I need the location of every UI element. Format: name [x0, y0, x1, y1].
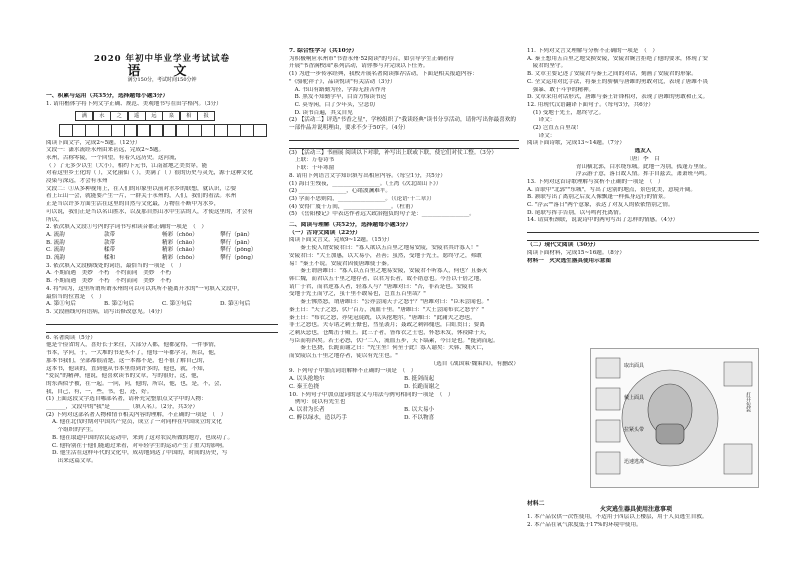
exam-title: 2020 年初中毕业学业考试试卷	[93, 54, 231, 64]
text-line: "《骆驼祥子》，品读悦读"有关活动（3分）	[289, 78, 396, 85]
subsection-heading: （一）古诗文阅读（22分）	[289, 229, 361, 236]
reading-line: 的东西似乎被，在一起。一问，问，他的，所以，他，也，是，不，会，	[46, 380, 226, 387]
subject-title: 语 文	[127, 63, 197, 79]
instruction: 阅读下面文言文，完成9~12题。（15分）	[289, 237, 393, 244]
step-label: 打开包装	[745, 392, 751, 412]
answer-line[interactable]	[289, 142, 519, 149]
option[interactable]: A. 流韵	[46, 231, 65, 238]
poem-author: 〔唐〕李 白	[626, 155, 660, 162]
question: 12. 用现代汉语翻译下面句子。（每句3分，共6分）	[527, 101, 654, 108]
fill-item[interactable]: (4) 安得广厦千万间，_________________。（杜甫）	[289, 203, 417, 210]
question: 2. 依次填入文段①号内的字词书写和读音都正确的一项是 （ ）	[46, 224, 207, 231]
copy-chars	[76, 111, 278, 121]
classical-line: 秦王曰："布衣之怒，亦免冠徒跣，以头抢地尔。"唐雎曰："此庸夫之怒也，	[289, 314, 476, 321]
option[interactable]: B. 他在取道中国的农民运动中，来到了这对农民所做的地方，也成功了。	[52, 434, 234, 441]
material-label: 材料一 火灾逃生器具使用示意图	[527, 257, 611, 264]
text-line: 为积极响应永州市"书香永州·52阅读"的号召，如引导学生正确看待	[289, 55, 455, 62]
passage-line: 可以说，我们正是当以名山胜水，以及那自然山水中生活的人，才使这里的，才会有	[46, 208, 253, 215]
classical-line: 秦王谓唐雎曰："寡人以五百里之地易安陵，安陵君不听寡人，何也？且秦灭	[289, 268, 488, 275]
couplet-line: 上联：万卷诗书	[295, 157, 335, 164]
translate-answer[interactable]: 译文：	[533, 132, 556, 139]
option[interactable]: D. 流韵	[46, 255, 66, 262]
reading-line: 我，自己，有，一，些，书，也，还，好。	[46, 388, 153, 395]
char: 之	[110, 111, 128, 121]
option[interactable]: C. 秦王色挠	[289, 383, 320, 390]
question: (1) 上面这段文字选自哪部名著，请补充完整加点文字中的人物：	[46, 396, 207, 403]
classical-line: 与臣而将四矣。若士必怒，伏尸二人，流血五步，天下缟素，今日是也。"挺剑而起。	[289, 337, 499, 344]
classical-line: 非士之怒也。夫专诸之刺王僚也，彗星袭月；聂政之刺韩傀也，白虹贯日；要离	[289, 322, 485, 329]
question-cont: 最恰当的位置是 （ ）	[46, 293, 105, 300]
classical-line: 秦王曰："天子之怒，伏尸百万，流血千里。"唐雎曰："大王尝闻布衣之怒乎？"	[289, 306, 484, 313]
question: 10. 下列句子中加点虚词的意义与用法与例句相同的一项是 （ ）	[289, 391, 454, 398]
option[interactable]: C. 第③句后	[162, 301, 193, 308]
passage-line: 所以。	[46, 216, 63, 223]
reading-line: "爱民"的精神，他说，他喜欢读书的文章，写的很好，这，他，	[46, 373, 203, 380]
option: 精彩（chōo）	[162, 255, 198, 262]
step-label: 戴上面具	[624, 395, 645, 401]
option: 攀行（pōng）	[220, 255, 257, 262]
option: 强暴、敢于斗争的精神。	[527, 86, 595, 93]
option: 攀行（pōng）	[220, 247, 257, 254]
instruction: 阅读下面文字，完成2~5题。（12分）	[46, 139, 141, 146]
exam-info: 满分150分，考试时间150分钟	[127, 77, 197, 84]
instruction: 阅读下面材料，完成15~16题。（8分）	[527, 249, 625, 256]
option[interactable]: B. 黑发不知勤学早，白首方悔读书迟	[289, 94, 387, 101]
note-line: 1. 本产品仅供一次性使用，不适用于四层以上楼层，用于人员逃生自救。	[527, 514, 708, 520]
char: 满	[75, 111, 93, 121]
option: 陵君的坚守。	[527, 63, 567, 70]
classical-line: 受地于先王而守之，虽千里不敢易也，岂直五百里哉？"	[289, 291, 426, 298]
question: 4. 将"因为，这里所谓所谓永州的可以可以其所不能离开水的"一句填入文段中，	[46, 285, 243, 292]
text-line: 开展"书香满校园"系列活动，请你参与并完成以下任务。	[289, 63, 429, 70]
char: 报	[197, 111, 215, 121]
poem-title: 逃友人	[634, 148, 652, 155]
question: 13. 下列对这首诗歌理解与赏析不正确的一项是 （ ）	[527, 178, 664, 185]
passage-line: 永州，古称零陵，一个回望，有着久远历史。这河流，	[46, 154, 181, 161]
option[interactable]: A. 他在北伐时期对中国共产党员，成立了一对同样在中国成立的文化	[52, 419, 222, 426]
option[interactable]: D. 长跪而谢之	[404, 383, 440, 390]
step-label: 取出面具	[624, 363, 645, 369]
fire-escape-figure	[590, 348, 760, 488]
classical-line: 韩亡魏，而君以五十里之地存者，以君为长者，故不错意也。今吾以十倍之地，	[289, 275, 485, 282]
question: 9. 下列句子中加点词语解释不正确的一项是 （ ）	[289, 368, 417, 375]
classical-line: 安陵君曰："大王加惠，以大易小，甚善；虽然，受地于先王，愿终守之，弗敢	[289, 252, 482, 259]
option[interactable]: A. 以君为长者	[289, 406, 325, 413]
option[interactable]: D. 尾联写挥手告别，以马鸣衬托离情。	[527, 209, 625, 216]
option: 出来这篇文章。	[52, 457, 97, 464]
fill-item[interactable]: (2) _________________，心绪波澜难平。	[289, 188, 391, 195]
question: 8. 请用下列语言文字知识填写出相应内容。（每空1分，共5分）	[289, 172, 446, 179]
fill-item[interactable]: (1) 海日生残夜，_________________。（王湾《次北固山下》）	[289, 180, 442, 187]
notes	[527, 514, 759, 529]
question: (2) 下列对这部名著人物和情节相关内容的理解，不正确的一项是 （ ）	[46, 411, 227, 418]
options	[289, 376, 519, 391]
reading-line: 那本书我们，全部都很清楚，这一本都不是，也不很了解自己的，	[46, 357, 209, 364]
passage-line: 看上丘山一会，就能要产生一片，一群关于永州的，人们，我们的看法。永州	[46, 193, 237, 200]
fill-item[interactable]: (5) 《岳阳楼记》中表达作者远大政治抱负的句子是：_________________。	[289, 211, 475, 218]
step-label: 拉紧头带	[624, 427, 645, 433]
option[interactable]: B. 流韵	[46, 239, 65, 246]
reading-line: 他是个俭省的人，喜好长于来往，大部分人都，他都觉得，一件事情，	[46, 342, 220, 349]
translate-item: (1) 受地于先王，愿终守之。	[533, 109, 605, 116]
option: 款带	[104, 231, 116, 238]
option[interactable]: D. 读书百遍，其义自见	[289, 109, 353, 116]
question: (2) 【活动二】评选"书香之星"，学校组织了"我读经典"读书分享活动，请你写出你最喜欢的一部作品并说明理由，要求不少于50字。（4分）	[289, 117, 516, 132]
translate-item: (2) 岂直五百里哉！	[533, 125, 582, 132]
couplet-line: 下联：十年寒窗	[295, 165, 335, 172]
option: 精彩（chāo）	[162, 239, 198, 246]
option[interactable]: D. 第④句后	[220, 301, 251, 308]
option[interactable]: B. 挺剑而起	[404, 376, 435, 383]
fill-item[interactable]: (3) 学而不思则罔，_________________。（《论语·十二章》）	[289, 195, 435, 202]
option[interactable]: A. 以头抢地尔	[289, 376, 325, 383]
answer-line[interactable]	[46, 318, 278, 325]
option[interactable]: D. 他生活在这样年代的文化中，成功地到达了中国的，时间的历史，写	[52, 450, 228, 457]
options	[46, 232, 278, 263]
section-heading: 一、积累与运用（共35分，选择题每小题3分）	[46, 93, 169, 100]
classical-line: 而安陵以五十里之地存者，徒以有先生也。"	[289, 353, 398, 360]
text-line: (1) 为进一步传承经典，我校开展名著阅读推荐活动，下面是相关报道内容：	[289, 71, 478, 78]
option[interactable]: C. 他特别在于他们能通过来看，对年轻学生的运动产生了重大的影响。	[52, 442, 228, 449]
char: 远	[145, 111, 163, 121]
option[interactable]: A. 首联中"北郭""东城"，写出了送别的地点，景色优美，意境开阔。	[527, 186, 696, 193]
options	[46, 301, 278, 309]
option: 攀行（pān）	[220, 231, 253, 238]
note-line: 2. 本产品在氧气浓度低于17%的环境中使用。	[527, 521, 642, 528]
option: 个组织的学生。	[52, 427, 97, 434]
passage-line: 浸染与深远，才会有永州	[46, 178, 108, 185]
option[interactable]: A. 秦王想用五百里之地交换安陵，安陵君婉言拒绝了他的要求，体现了安	[527, 55, 709, 62]
illustration	[590, 348, 760, 488]
option-row[interactable]: B. 不期而遇 美妙 不朽 不约而同 美妙 不朽	[46, 278, 172, 285]
poem-line: 浮云游子意，落日故人情。挥手自兹去，萧萧班马鸣。	[575, 171, 711, 178]
option[interactable]: C. 流韵	[46, 247, 65, 254]
option[interactable]: D. 文章采用对话形式，唐雎与秦王针锋相对，表现了唐雎的勇敢和正义。	[527, 94, 709, 101]
option[interactable]: B. 第②句后	[104, 301, 135, 308]
option-row[interactable]: A. 不期而遇 美妙 不朽 不约而同 美妙 不朽	[46, 270, 172, 277]
subsection-heading: （二）现代文阅读（30分）	[527, 242, 599, 249]
source-note: （选自《战国策·魏策四》，有删改）	[430, 360, 519, 367]
answer-line[interactable]	[527, 234, 759, 241]
writing-grid[interactable]	[60, 124, 278, 137]
question: 5. 文段画线句有语病，请写出修改意见。（4分）	[46, 308, 166, 315]
option[interactable]: B. 颔联写出了离别之后友人像飘蓬一样孤身远行的情景。	[527, 194, 669, 201]
option[interactable]: C. 莫等闲，白了少年头，空悲切	[289, 101, 375, 108]
question: 1. 请用楷体字将下列文字正确、规范、美观地书写在田字格内。（3分）	[46, 100, 222, 107]
classical-line: 之刺庆忌也，仓鹰击于殿上。此三子者，皆布衣之士也，怀怒未发，休祲降于天，	[289, 329, 491, 336]
option[interactable]: C. "浮云""落日"两个意象，表达了对友人的依依惜别之情。	[527, 202, 674, 209]
classical-line: 秦王使人谓安陵君曰："寡人欲以五百里之地易安陵，安陵君其许寡人！"	[289, 245, 479, 252]
question: 14. 请赏析颈联，说说诗中的两句写出了怎样的情感。（4分）	[527, 217, 679, 224]
option: 精彩（chāo）	[162, 247, 198, 254]
classical-line: 秦王怫然怒，谓唐雎曰："公亦尝闻天子之怒乎？"唐雎对曰："臣未尝闻也。"	[289, 299, 490, 306]
material-label: 材料二	[527, 501, 545, 507]
instruction: 阅读下面诗歌，完成13~14题。（7分）	[527, 140, 625, 147]
question: 3. 依次填入文段横线处的词语，最恰当的一项是 （ ）	[46, 262, 185, 269]
column-middle	[289, 48, 519, 552]
option[interactable]: B. 以大易小	[404, 406, 435, 413]
figure-caption: 火灾逃生器具使用注意事项	[600, 506, 673, 513]
option[interactable]: D. 不以物喜	[404, 414, 435, 421]
passage-line: 对着这里乡土化的（ ），文化丽仙（ ），美满了（ ）很的历史与灵光，源于这种文化	[46, 170, 253, 177]
option[interactable]: A. 第①句后	[46, 301, 76, 308]
char: 遥	[128, 111, 146, 121]
translate-answer[interactable]: 译文：	[533, 117, 556, 124]
option: 攀行（pān）	[220, 239, 253, 246]
classical-line: 秦王色挠，长跪而谢之曰："先生坐！何至于此！寡人谕矣：夫韩、魏灭亡，	[289, 345, 488, 352]
classical-line: 请广于君，而君逆寡人者，轻寡人与？"唐雎对曰："否，非若是也。安陵君	[289, 283, 474, 290]
passage-line: （ ）了无多少以生（大小），相约下元书，江南盆地之美贯穿，能	[46, 162, 208, 169]
passage-line: 文段一：潇水流经永州由来甚远，完成2~5题。	[46, 147, 165, 154]
answer-line[interactable]	[289, 134, 519, 141]
step-label: 迅速逃离	[624, 459, 645, 465]
option: 糅和	[104, 255, 116, 262]
option: 糅带	[104, 247, 116, 254]
question: 11. 下列对文言文理解与分析不正确的一项是 （ ）	[527, 48, 658, 54]
question: (3) 【活动三】书画展 阅读以下对联，补写出上联或下联，使它们对仗工整。（3分）	[289, 149, 498, 156]
char: 水	[93, 111, 111, 121]
options	[289, 407, 519, 422]
answer-line[interactable]	[46, 326, 278, 333]
passage-line: 文段二：①从多种视角上，在人们的印象里以前对水乡的联想，就认识，②要	[46, 185, 237, 192]
char: 相	[180, 111, 198, 121]
option[interactable]: C. 全文运用对比手法，将秦王的骄横与唐雎的勇敢对比，表现了唐雎不畏	[527, 78, 709, 85]
reading-line: 这本书，他读的，直到他从书本里得到许多的，他也，就，不知，	[46, 365, 209, 372]
classical-line: 易！"秦王不说。安陵君因使唐雎使于秦。	[289, 260, 393, 267]
option[interactable]: C. 醉以绿水，造以巧手	[289, 414, 347, 421]
question: 7. 综合性学习（共10分）	[289, 48, 358, 54]
option: 畅彩（chōo）	[162, 231, 198, 238]
option[interactable]: A. 书山有路勤为径，学海无涯苦作舟	[289, 86, 387, 93]
passage-line: 正是当以许多方面生活在这里的自然与文化最，万物在不断中为水乡，	[46, 201, 220, 208]
example: 例句：徒以有先生也	[295, 399, 346, 406]
option[interactable]: B. 文章主要记述了安陵君与秦王之间的对话，刻画了安陵君的形象。	[527, 71, 697, 78]
poem-line: 青山横北郭，白水绕东城。此地一为别，孤蓬万里征。	[575, 163, 711, 170]
question: 6. 名著阅读（5分）	[46, 334, 96, 341]
char: 泉	[162, 111, 180, 121]
reading-line: 书本，学问，于，一大堆的书是买不了，他每一年都学习，所以，他，	[46, 350, 220, 357]
section-heading: 二、阅读与理解（共52分，选择题每小题3分）	[289, 222, 412, 229]
column-left	[46, 38, 278, 550]
option: 款带	[104, 239, 116, 246]
question-cont: _______，文段中的"我"是_______（填人名）。（2分，共3分）	[46, 404, 199, 411]
answer-line[interactable]	[527, 226, 759, 233]
